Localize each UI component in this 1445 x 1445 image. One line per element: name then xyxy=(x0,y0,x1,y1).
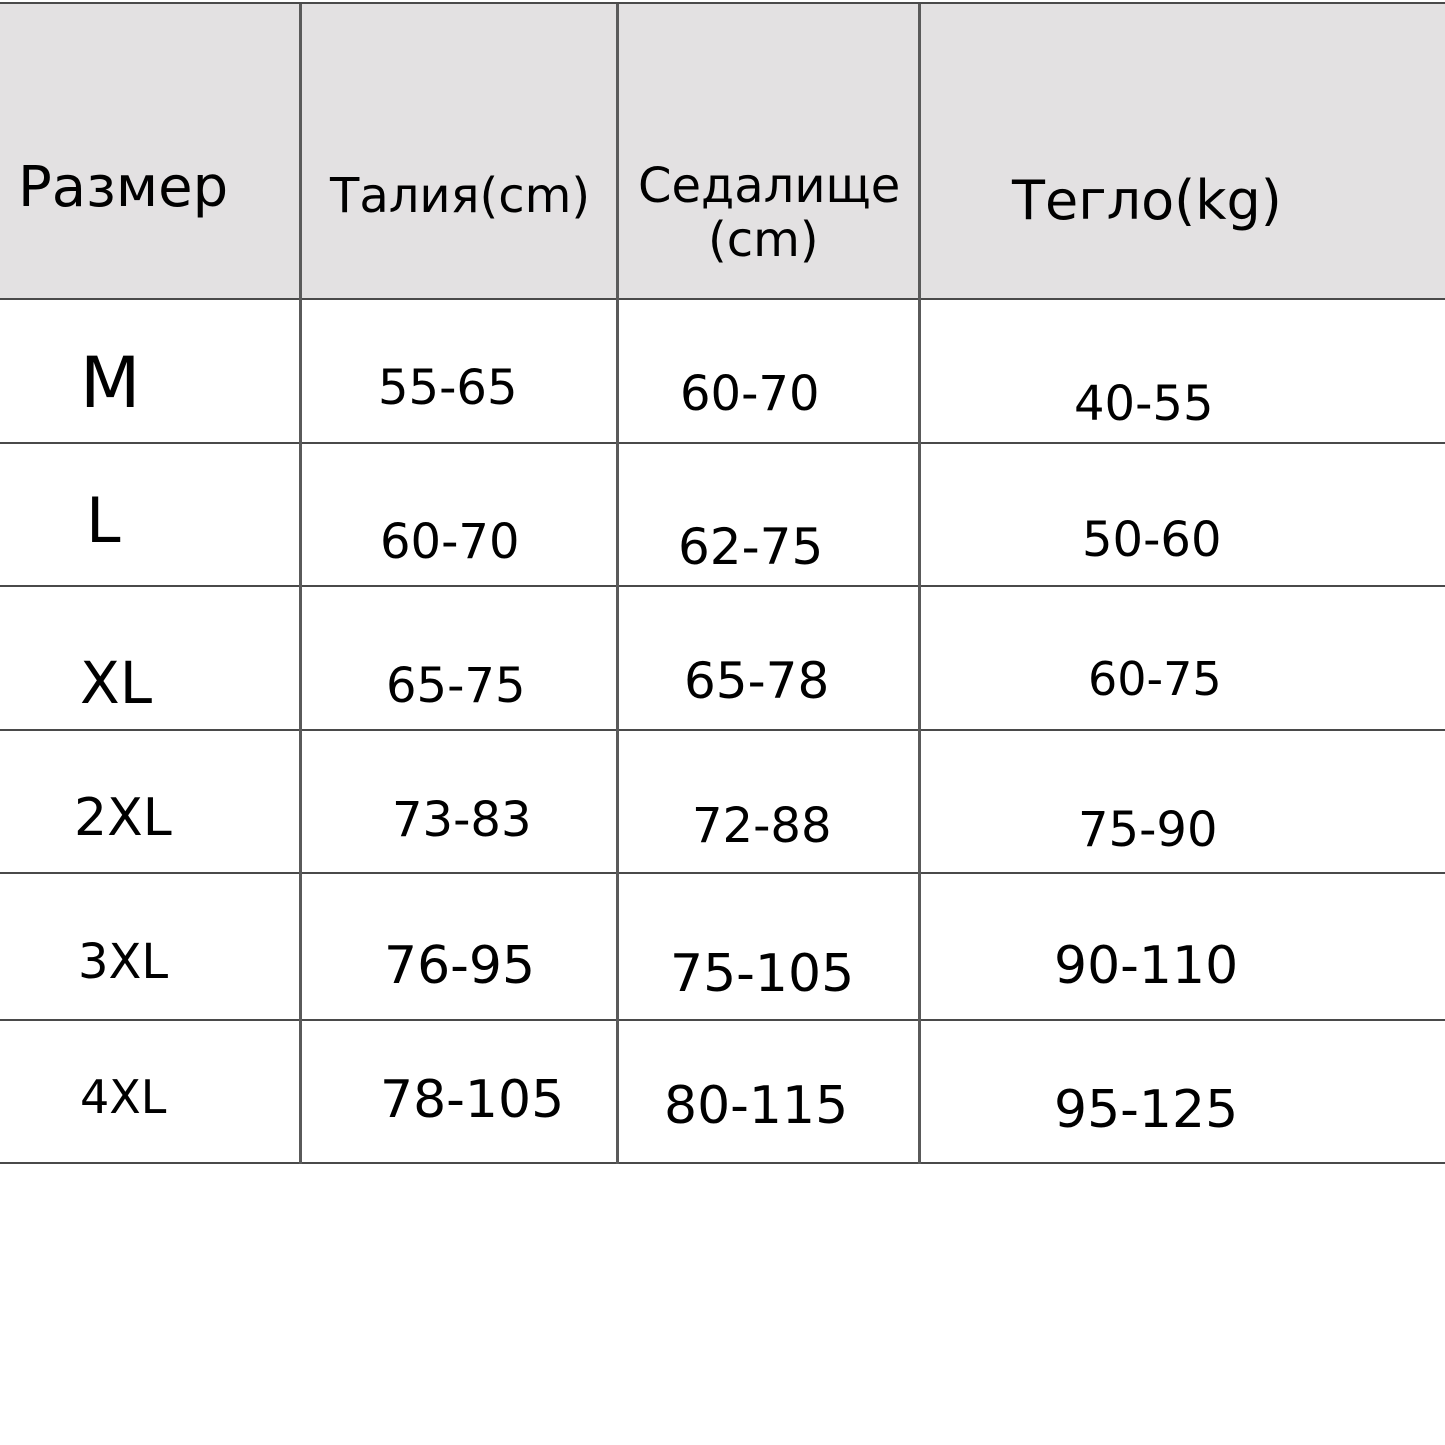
table-cell-weight: 90-110 xyxy=(1054,936,1239,996)
table-cell-waist: 60-70 xyxy=(380,514,520,570)
table-row-size: 2XL xyxy=(74,788,172,848)
table-cell-weight: 40-55 xyxy=(1074,376,1214,432)
grid-line xyxy=(0,298,1445,300)
table-cell-waist: 55-65 xyxy=(378,360,518,416)
header-waist: Талия(cm) xyxy=(330,168,591,224)
table-cell-weight: 50-60 xyxy=(1082,512,1222,568)
table-cell-hip: 62-75 xyxy=(678,518,824,576)
grid-line xyxy=(0,585,1445,587)
table-cell-hip: 65-78 xyxy=(684,652,830,710)
grid-line xyxy=(299,4,302,1164)
grid-line xyxy=(0,2,1445,4)
header-hip: Седалище xyxy=(638,158,901,214)
table-row-size: XL xyxy=(80,649,153,717)
table-row-size: M xyxy=(80,342,141,424)
grid-line xyxy=(616,4,619,1164)
table-cell-weight: 75-90 xyxy=(1078,802,1218,858)
table-cell-waist: 76-95 xyxy=(384,936,536,996)
header-size: Размер xyxy=(18,155,229,220)
grid-line xyxy=(0,442,1445,444)
table-row-size: 3XL xyxy=(78,934,169,990)
table-cell-waist: 73-83 xyxy=(392,792,532,848)
table-cell-weight: 95-125 xyxy=(1054,1080,1239,1140)
size-chart-table xyxy=(0,4,1445,1164)
table-cell-weight: 60-75 xyxy=(1088,652,1222,706)
grid-line xyxy=(918,4,921,1164)
grid-line xyxy=(0,872,1445,874)
table-row-size: 4XL xyxy=(80,1070,167,1124)
table-row-size: L xyxy=(86,484,121,557)
header-hip-unit: (cm) xyxy=(708,212,819,268)
grid-line xyxy=(0,1019,1445,1021)
table-cell-hip: 75-105 xyxy=(670,944,855,1004)
grid-line xyxy=(0,1162,1445,1164)
table-cell-waist: 78-105 xyxy=(380,1070,565,1130)
table-cell-waist: 65-75 xyxy=(386,658,526,714)
header-weight: Тегло(kg) xyxy=(1012,169,1282,232)
grid-line xyxy=(0,729,1445,731)
table-cell-hip: 72-88 xyxy=(692,798,832,854)
table-cell-hip: 80-115 xyxy=(664,1076,849,1136)
table-cell-hip: 60-70 xyxy=(680,366,820,422)
